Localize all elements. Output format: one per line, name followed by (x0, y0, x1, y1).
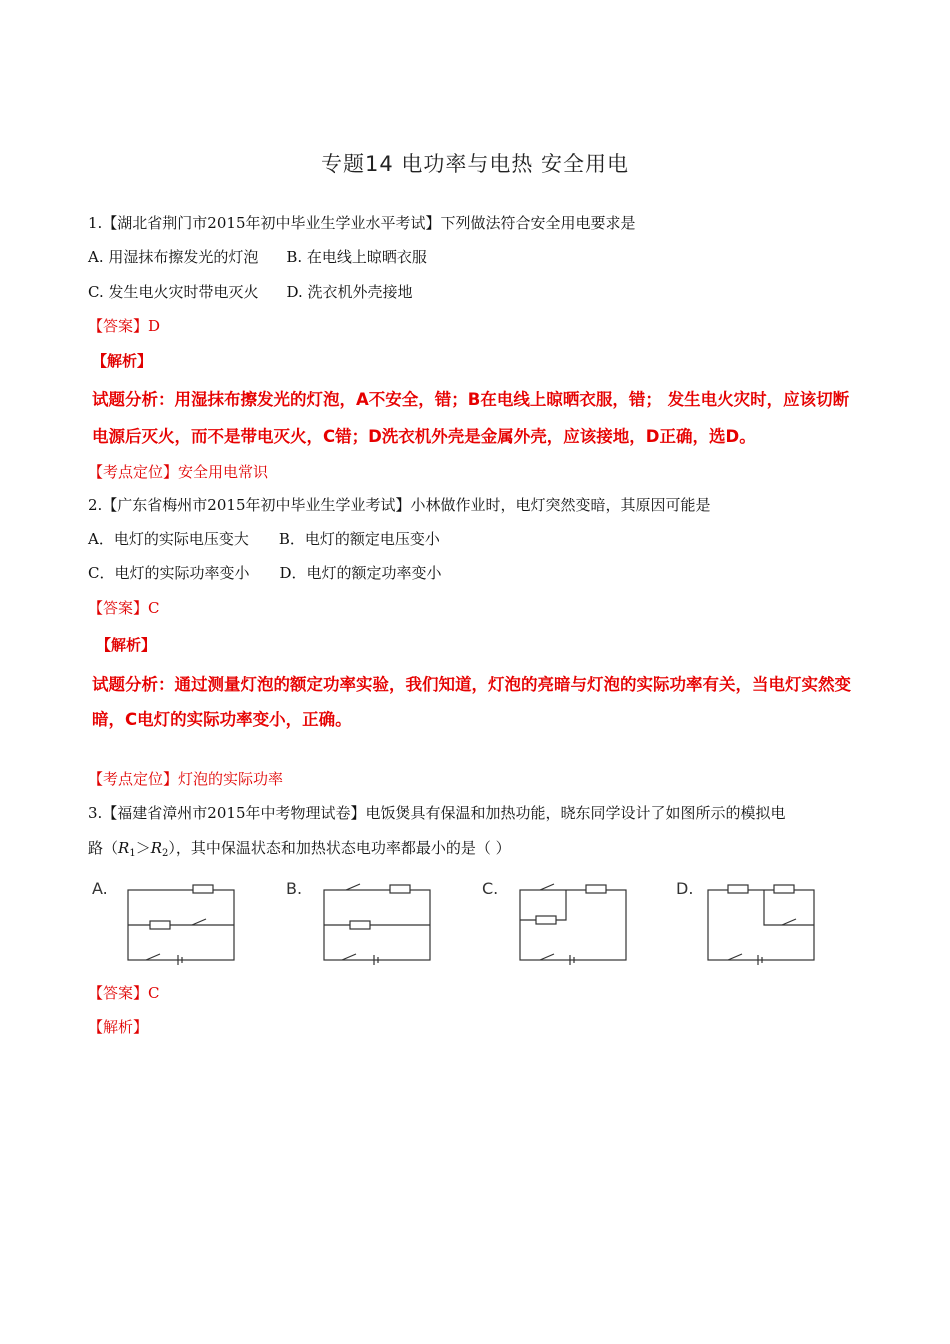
question-1-option-b: B. 在电线上晾晒衣服 (286, 248, 427, 266)
question-3-answer: 【答案】C (88, 984, 160, 1002)
question-1-knowledge-point: 【考点定位】安全用电常识 (88, 463, 269, 481)
page-title: 专题14 电功率与电热 安全用电 (320, 152, 630, 176)
question-2-knowledge-point: 【考点定位】灯泡的实际功率 (88, 770, 284, 788)
stem-text: 路（ (88, 839, 119, 857)
question-2-option-b: B．电灯的额定电压变小 (278, 530, 440, 548)
r2-symbol: R (150, 839, 162, 857)
question-2-analysis-line-1: 试题分析：通过测量灯泡的额定功率实验，我们知道，灯泡的亮暗与灯泡的实际功率有关，当电灯实然变 (92, 675, 851, 694)
question-2-options-row-2 (88, 562, 442, 584)
r1-subscript: 1 (129, 848, 136, 859)
question-2-option-a: A．电灯的实际电压变大 (88, 530, 249, 548)
question-1-options-row-1 (88, 246, 427, 268)
r1-symbol: R (118, 839, 130, 857)
circuit-label-c: C. (482, 879, 499, 898)
question-2-analysis-line-2: 暗，C电灯的实际功率变小，正确。 (92, 710, 352, 729)
question-1-answer: 【答案】D (88, 317, 161, 335)
stem-text-end: ），其中保温状态和加热状态电功率都最小的是（ ） (168, 839, 511, 857)
circuit-label-a: A. (92, 879, 108, 898)
question-1-analysis-label: 【解析】 (92, 352, 153, 370)
question-1-analysis-line-1: 试题分析：用湿抹布擦发光的灯泡，A不安全，错；B在电线上晾晒衣服，错； 发生电火灾时，应该切断 (92, 390, 850, 409)
circuit-label-d: D. (676, 879, 694, 898)
question-1-analysis-line-2: 电源后灭火，而不是带电灭火，C错；D洗衣机外壳是金属外壳，应该接地，D正确，选D。 (92, 427, 756, 446)
circuit-c (520, 884, 626, 965)
question-3-analysis-label: 【解析】 (88, 1018, 149, 1036)
question-1-stem: 1.【湖北省荆门市2015年初中毕业生学业水平考试】下列做法符合安全用电要求是 (88, 214, 636, 232)
r2-subscript: 2 (162, 848, 169, 859)
circuit-a (128, 885, 234, 965)
question-2-stem: 2.【广东省梅州市2015年初中毕业生学业考试】小林做作业时，电灯突然变暗，其原因可能是 (88, 496, 711, 514)
question-1-option-c: C. 发生电火灾时带电灭火 (88, 283, 259, 301)
circuit-label-b: B. (286, 879, 303, 898)
question-2-analysis-label: 【解析】 (96, 636, 157, 654)
circuit-b (324, 884, 430, 965)
question-2-options-row-1 (88, 528, 440, 550)
question-1-option-a: A. 用湿抹布擦发光的灯泡 (88, 248, 259, 266)
question-1-options-row-2 (88, 281, 413, 303)
question-1-option-d: D. 洗衣机外壳接地 (286, 283, 413, 301)
greater-than-sign: ＞ (135, 839, 151, 857)
circuit-d (708, 885, 814, 965)
question-2-option-c: C．电灯的实际功率变小 (88, 564, 250, 582)
question-3-stem-line-2 (88, 837, 511, 865)
question-3-stem-line-1: 3.【福建省漳州市2015年中考物理试卷】电饭煲具有保温和加热功能，晓东同学设计了如图所示的模拟电 (88, 804, 786, 822)
question-2-option-d: D．电灯的额定功率变小 (279, 564, 442, 582)
question-2-answer: 【答案】C (88, 599, 160, 617)
circuit-diagrams (88, 870, 828, 970)
